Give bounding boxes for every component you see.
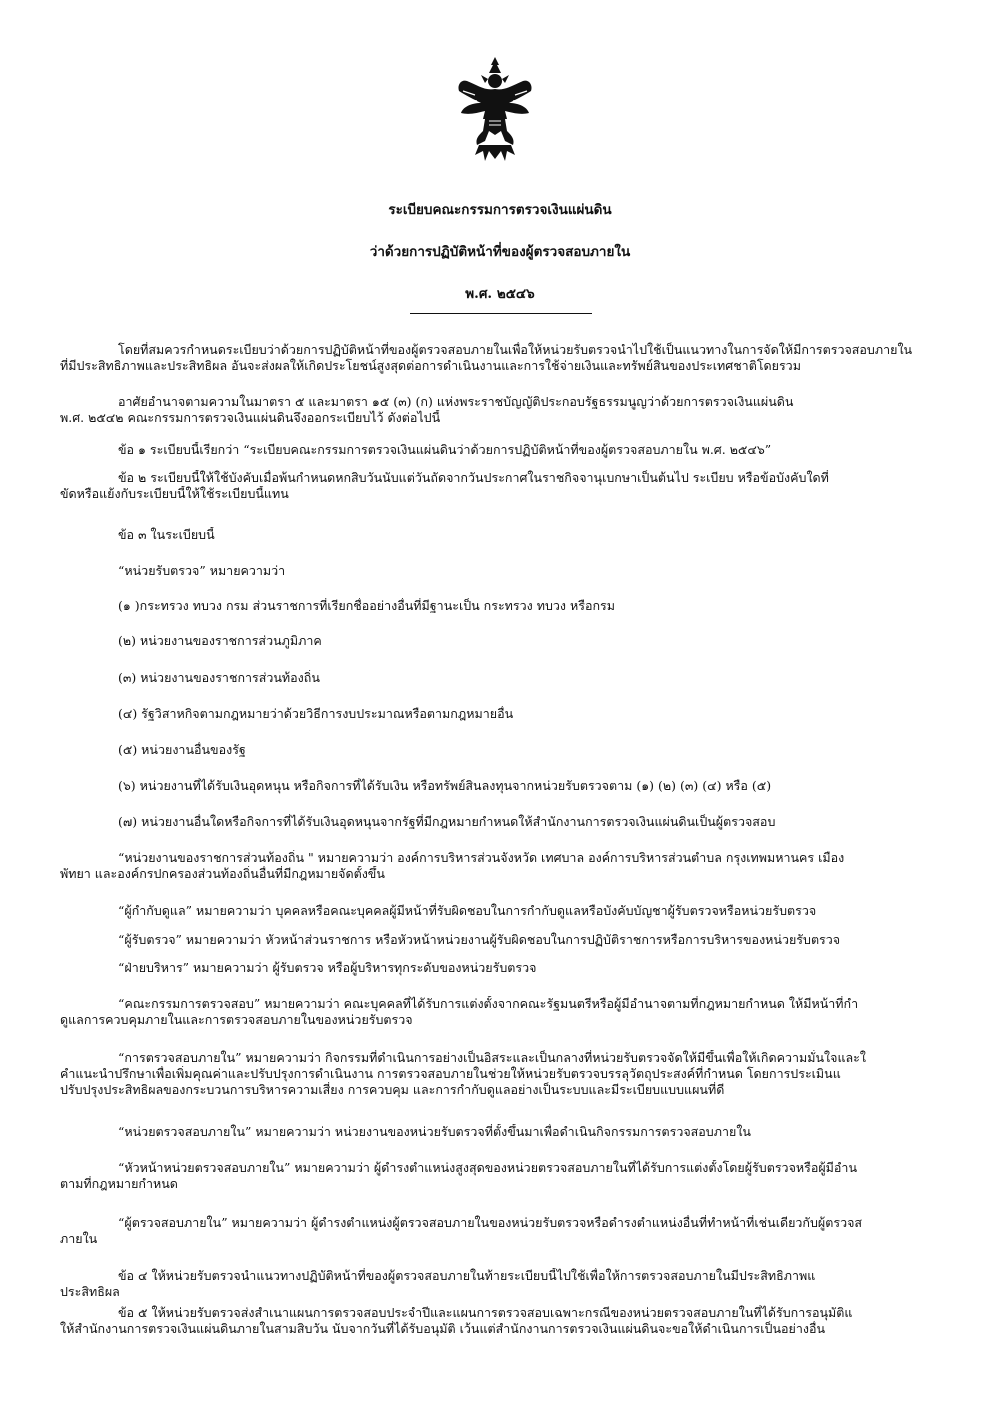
definition-head (60, 1160, 955, 1192)
text-line: คำแนะนำปรึกษาเพื่อเพิ่มคุณค่าและปรับปรุงการดำเนินงาน การตรวจสอบภายในช่วยให้หน่วยรับตรวจบรรลุวัตถุประสงค์ที่กำหนด โดยการประเมินแ (60, 1066, 841, 1081)
text-line: ข้อ ๒ ระเบียบนี้ให้ใช้บังคับเมื่อพ้นกำหนดหกสิบวันนับแต่วันถัดจากวันประกาศในราชกิจจานุเบกษาเป็นต้นไป ระเบียบ หรือข้อบังคับใดที่ (118, 470, 829, 485)
text-line: “หัวหน้าหน่วยตรวจสอบภายใน” หมายความว่า ผู้ดำรงตำแหน่งสูงสุดของหน่วยตรวจสอบภายในที่ได้รับการแต่งตั้งโดยผู้รับตรวจหรือผู้มีอำน (118, 1160, 857, 1175)
text-line: ข้อ ๑ ระเบียบนี้เรียกว่า “ระเบียบคณะกรรมการตรวจเงินแผ่นดินว่าด้วยการปฏิบัติหน้าที่ของผู้ตรวจสอบภายใน พ.ศ. ๒๕๔๖” (118, 442, 772, 457)
text-line: (๗) หน่วยงานอื่นใดหรือกิจการที่ได้รับเงินอุดหนุนจากรัฐที่มีกฎหมายกำหนดให้สำนักงานการตรวจเงินแผ่นดินเป็นผู้ตรวจสอบ (118, 814, 776, 829)
definition-unit (60, 563, 955, 579)
list-item (60, 670, 955, 686)
text-line: “การตรวจสอบภายใน” หมายความว่า กิจกรรมที่ดำเนินการอย่างเป็นอิสระและเป็นกลางที่หน่วยรับตรวจจัดให้มีขึ้นเพื่อให้เกิดความมั่นใจและใ (118, 1050, 866, 1065)
definition-committee (60, 996, 955, 1028)
text-line: ที่มีประสิทธิภาพและประสิทธิผล อันจะส่งผลให้เกิดประโยชน์สูงสุดต่อการดำเนินงานและการใช้จ่ายเงินและทรัพย์สินของประเทศชาติโดยรวม (60, 358, 801, 373)
text-line: “ผู้ตรวจสอบภายใน” หมายความว่า ผู้ดำรงตำแหน่งผู้ตรวจสอบภายในของหน่วยรับตรวจหรือดำรงตำแหน่งอื่นที่ทำหน้าที่เช่นเดียวกับผู้ตรวจส (118, 1215, 863, 1230)
text-line: ปรับปรุงประสิทธิผลของกระบวนการบริหารความเสี่ยง การควบคุม และการกำกับดูแลอย่างเป็นระบบและมีระเบียบแบบแผนที่ดี (60, 1082, 725, 1097)
text-line: “ผู้รับตรวจ” หมายความว่า หัวหน้าส่วนราชการ หรือหัวหน้าหน่วยงานผู้รับผิดชอบในการปฏิบัติราชการหรือการบริหารของหน่วยรับตรวจ (118, 932, 841, 947)
list-item (60, 814, 955, 830)
definition-local-unit (60, 850, 955, 882)
clause-1 (60, 442, 955, 458)
text-line: ดูแลการควบคุมภายในและการตรวจสอบภายในของหน่วยรับตรวจ (60, 1012, 413, 1027)
definition-audit-unit (60, 1124, 955, 1140)
text-line: อาศัยอำนาจตามความในมาตรา ๕ และมาตรา ๑๕ (๓) (ก) แห่งพระราชบัญญัติประกอบรัฐธรรมนูญว่าด้วยการตรวจเงินแผ่นดิน (118, 394, 794, 409)
text-line: (๔) รัฐวิสาหกิจตามกฎหมายว่าด้วยวิธีการงบประมาณหรือตามกฎหมายอื่น (118, 706, 514, 721)
definition-management (60, 960, 955, 976)
text-line: ข้อ ๔ ให้หน่วยรับตรวจนำแนวทางปฏิบัติหน้าที่ของผู้ตรวจสอบภายในท้ายระเบียบนี้ไปใช้เพื่อให้การตรวจสอบภายในมีประสิทธิภาพแ (118, 1268, 816, 1283)
clause-3 (60, 527, 955, 543)
text-line: โดยที่สมควรกำหนดระเบียบว่าด้วยการปฏิบัติหน้าที่ของผู้ตรวจสอบภายในเพื่อให้หน่วยรับตรวจนำไปใช้เป็นแนวทางในการจัดให้มีการตรวจสอบภายใน (118, 342, 913, 357)
list-item (60, 633, 955, 649)
text-line: “หน่วยงานของราชการส่วนท้องถิ่น " หมายความว่า องค์การบริหารส่วนจังหวัด เทศบาล องค์การบริหารส่วนตำบล กรุงเทพมหานคร เมือง (118, 850, 845, 865)
garuda-emblem-icon (455, 55, 535, 165)
text-line: ข้อ ๓ ในระเบียบนี้ (118, 527, 215, 542)
text-line: (๒) หน่วยงานของราชการส่วนภูมิภาค (118, 633, 322, 648)
text-line: พ.ศ. ๒๕๔๒ คณะกรรมการตรวจเงินแผ่นดินจึงออกระเบียบไว้ ดังต่อไปนี้ (60, 410, 441, 425)
document-title: ระเบียบคณะกรรมการตรวจเงินแผ่นดิน (388, 202, 612, 218)
preamble-paragraph (60, 342, 955, 374)
text-line: (๓) หน่วยงานของราชการส่วนท้องถิ่น (118, 670, 320, 685)
text-line: “ผู้กำกับดูแล” หมายความว่า บุคคลหรือคณะบุคคลผู้มีหน้าที่รับผิดชอบในการกำกับดูแลหรือบังคับบัญชาผู้รับตรวจหรือหน่วยรับตรวจ (118, 903, 817, 918)
text-line: ตามที่กฎหมายกำหนด (60, 1176, 178, 1191)
text-line: พัทยา และองค์กรปกครองส่วนท้องถิ่นอื่นที่มีกฎหมายจัดตั้งขึ้น (60, 866, 385, 881)
text-line: (๑ )กระทรวง ทบวง กรม ส่วนราชการที่เรียกชื่ออย่างอื่นที่มีฐานะเป็น กระทรวง ทบวง หรือกรม (118, 598, 615, 613)
document-year: พ.ศ. ๒๕๔๖ (465, 286, 535, 302)
text-line: ประสิทธิผล (60, 1284, 120, 1299)
list-item (60, 778, 955, 794)
authority-paragraph (60, 394, 955, 426)
definition-auditee (60, 932, 955, 948)
text-line: ภายใน (60, 1231, 98, 1246)
text-line: ให้สำนักงานการตรวจเงินแผ่นดินภายในสามสิบวัน นับจากวันที่ได้รับอนุมัติ เว้นแต่สำนักงานการตรวจเงินแผ่นดินจะขอให้ดำเนินการเป็นอย่างอื่น (60, 1321, 826, 1336)
list-item (60, 742, 955, 758)
list-item (60, 706, 955, 722)
text-line: “ฝ่ายบริหาร” หมายความว่า ผู้รับตรวจ หรือผู้บริหารทุกระดับของหน่วยรับตรวจ (118, 960, 537, 975)
text-line: ข้อ ๕ ให้หน่วยรับตรวจส่งสำเนาแผนการตรวจสอบประจำปีและแผนการตรวจสอบเฉพาะกรณีของหน่วยตรวจสอบภายในที่ได้รับการอนุมัติแ (118, 1305, 853, 1320)
list-item (60, 598, 955, 614)
text-line: ขัดหรือแย้งกับระเบียบนี้ให้ใช้ระเบียบนี้แทน (60, 486, 289, 501)
text-line: (๕) หน่วยงานอื่นของรัฐ (118, 742, 246, 757)
clause-5 (60, 1305, 955, 1337)
text-line: “หน่วยรับตรวจ” หมายความว่า (118, 563, 286, 578)
text-line: “หน่วยตรวจสอบภายใน” หมายความว่า หน่วยงานของหน่วยรับตรวจที่ตั้งขึ้นมาเพื่อดำเนินกิจกรรมการตรวจสอบภายใน (118, 1124, 751, 1139)
title-divider (410, 313, 592, 314)
definition-internal-audit (60, 1050, 955, 1098)
clause-2 (60, 470, 955, 502)
definition-supervisor (60, 903, 955, 919)
document-subtitle: ว่าด้วยการปฏิบัติหน้าที่ของผู้ตรวจสอบภายใน (369, 244, 631, 260)
clause-4 (60, 1268, 955, 1300)
definition-auditor (60, 1215, 955, 1247)
text-line: (๖) หน่วยงานที่ได้รับเงินอุดหนุน หรือกิจการที่ได้รับเงิน หรือทรัพย์สินลงทุนจากหน่วยรับตรวจตาม (๑) (๒) (๓) (๔) หรือ (๕) (118, 778, 772, 793)
text-line: “คณะกรรมการตรวจสอบ” หมายความว่า คณะบุคคลที่ได้รับการแต่งตั้งจากคณะรัฐมนตรีหรือผู้มีอำนาจตามที่กฎหมายกำหนด ให้มีหน้าที่กำ (118, 996, 859, 1011)
